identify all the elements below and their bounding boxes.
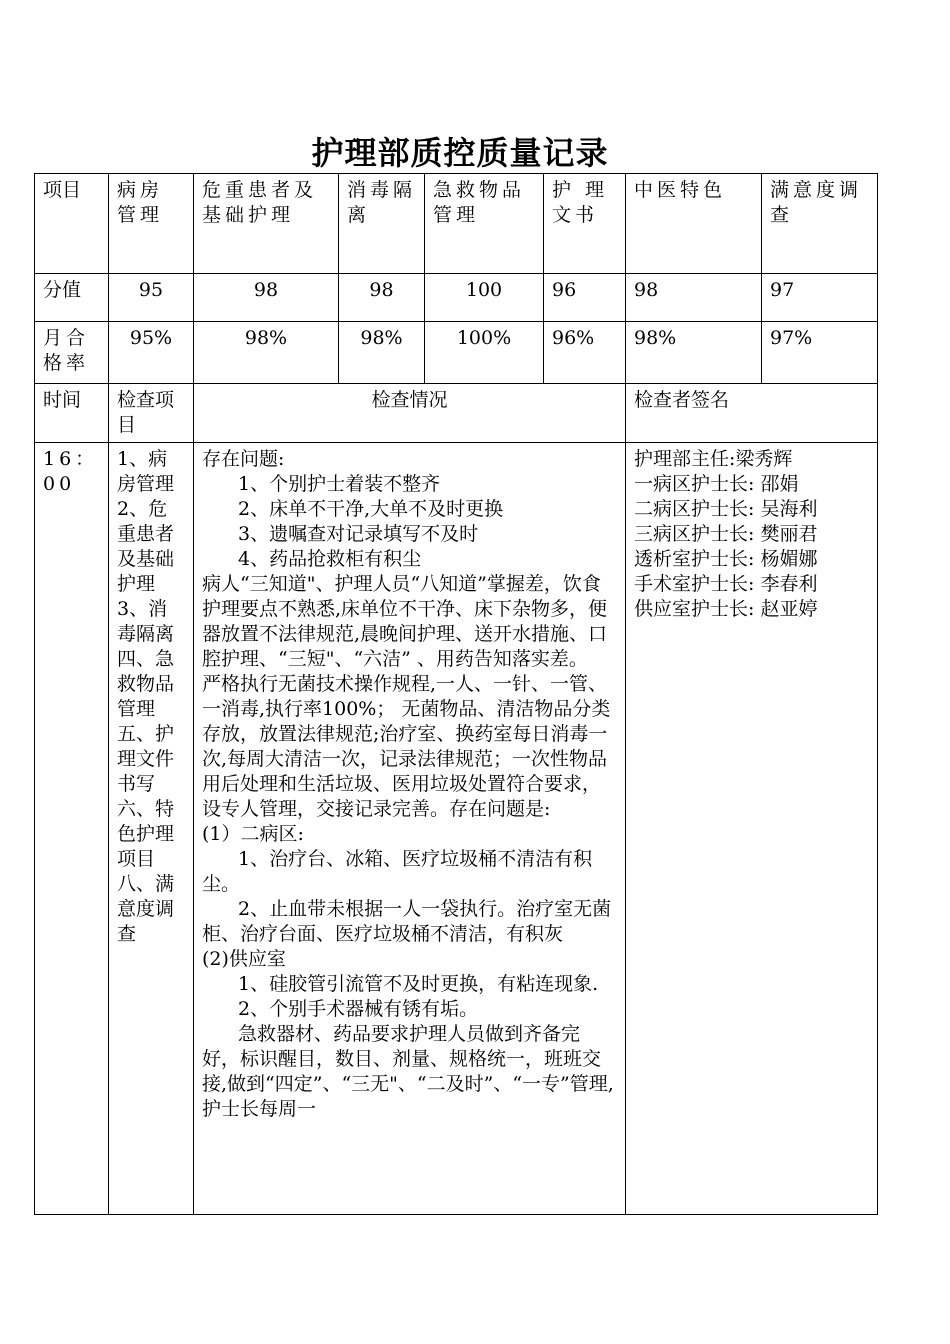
score-value: 98: [626, 274, 762, 322]
header-disinfection: 消毒隔离: [339, 174, 425, 274]
rate-row: [35, 322, 878, 384]
signature-line: 三病区护士长: 樊丽君: [634, 523, 818, 545]
issue-item: 2、床单不干净,大单不及时更换: [238, 498, 504, 520]
rate-value: 98%: [339, 322, 425, 384]
rate-value: 98%: [626, 322, 762, 384]
rate-value: 95%: [109, 322, 194, 384]
section-title: (2)供应室: [202, 948, 286, 970]
section-item: 1、硅胶管引流管不及时更换，有粘连现象.: [238, 973, 599, 995]
rate-label: 月合格率: [35, 322, 109, 384]
score-value: 98: [339, 274, 425, 322]
section-item: 1、治疗台、冰箱、医疗垃圾桶不清洁有积尘。: [202, 848, 593, 895]
time-header: 时间: [35, 384, 109, 443]
header-row: [35, 174, 878, 274]
signature-line: 透析室护士长: 杨媚娜: [634, 548, 818, 570]
check-item: 3、消毒隔离: [117, 598, 175, 645]
header-ward-management: 病房管理: [109, 174, 194, 274]
issues-intro: 存在问题:: [202, 448, 285, 470]
section-item: 2、个别手术器械有锈有垢。: [238, 998, 479, 1020]
header-critical-care: 危重患者及基础护理: [194, 174, 339, 274]
check-item: 四、急救物品管理: [117, 648, 175, 720]
check-item: 2、危重患者及基础护理: [117, 498, 175, 595]
record-time: 16：00: [35, 443, 109, 1215]
check-item: 八、满意度调查: [117, 873, 175, 945]
score-value: 98: [194, 274, 339, 322]
section-item: 2、止血带未根据一人一袋执行。治疗室无菌柜、治疗台面、医疗垃圾桶不清洁，有积灰: [202, 898, 612, 945]
signature-header: 检查者签名: [626, 384, 878, 443]
score-label: 分值: [35, 274, 109, 322]
rate-value: 98%: [194, 322, 339, 384]
quality-record-table: [34, 173, 878, 1215]
record-header-row: [35, 384, 878, 443]
score-value: 97: [762, 274, 878, 322]
header-item: 项目: [35, 174, 109, 274]
score-value: 96: [544, 274, 626, 322]
situation-header: 检查情况: [194, 384, 626, 443]
situation-paragraph: 严格执行无菌技术操作规程,一人、一针、一管、一消毒,执行率100%； 无菌物品、清洁物品分类存放，放置法律规范;治疗室、换药室每日消毒一次,每周大清洁一次，记录法律规范；一次性物品用后处理和生活垃圾、医用垃圾处置符合要求，设专人管理，交接记录完善。存在问题是:: [202, 673, 611, 820]
score-value: 95: [109, 274, 194, 322]
section-item: 急救器材、药品要求护理人员做到齐备完好，标识醒目，数目、剂量、规格统一，班班交接,做到“四定”、“三无"、“二及时”、“一专”管理,护士长每周一: [202, 1023, 614, 1120]
record-row: [35, 443, 878, 1215]
header-emergency-supplies: 急救物品管理: [425, 174, 544, 274]
check-items-list: [109, 443, 194, 1215]
issue-item: 4、药品抢救柜有积尘: [238, 548, 422, 570]
rate-value: 100%: [425, 322, 544, 384]
check-item: 五、护理文件书写: [117, 723, 175, 795]
page-title: 护理部质控质量记录: [311, 134, 609, 172]
signature-line: 一病区护士长: 邵娟: [634, 473, 799, 495]
check-items-header: 检查项目: [109, 384, 194, 443]
issue-item: 3、遗嘱查对记录填写不及时: [238, 523, 479, 545]
score-value: 100: [425, 274, 544, 322]
situation-paragraph: 病人“三知道"、护理人员“八知道”掌握差，饮食护理要点不熟悉,床单位不干净、床下杂物多，便器放置不法律规范,晨晚间护理、送开水措施、口腔护理、“三短"、“六洁” 、用药告知落实差。: [202, 573, 608, 670]
header-nursing-documents: 护 理文书: [544, 174, 626, 274]
issue-item: 1、个别护士着装不整齐: [238, 473, 441, 495]
rate-value: 96%: [544, 322, 626, 384]
signature-line: 二病区护士长: 吴海利: [634, 498, 818, 520]
signature-line: 护理部主任:梁秀辉: [634, 448, 793, 470]
signature-line: 供应室护士长: 赵亚婷: [634, 598, 818, 620]
situation-content: [194, 443, 626, 1215]
header-tcm-features: 中医特色: [626, 174, 762, 274]
signature-list: [626, 443, 878, 1215]
signature-line: 手术室护士长: 李春利: [634, 573, 818, 595]
header-satisfaction-survey: 满意度调查: [762, 174, 878, 274]
section-title: (1）二病区:: [202, 823, 304, 845]
check-item: 1、病房管理: [117, 448, 175, 495]
rate-value: 97%: [762, 322, 878, 384]
check-item: 六、特色护理项目: [117, 798, 175, 870]
score-row: [35, 274, 878, 322]
